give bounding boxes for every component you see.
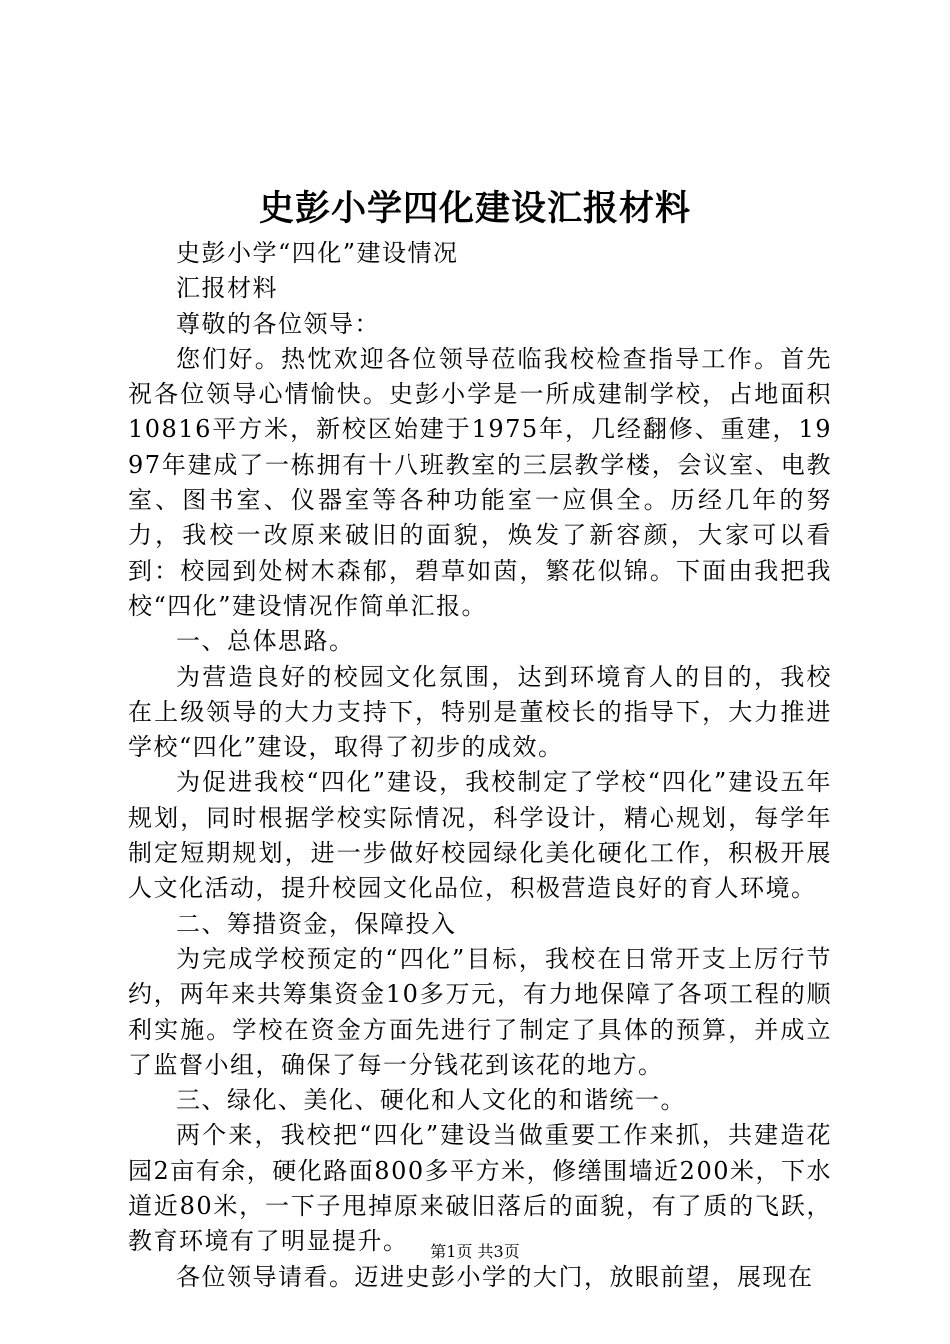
section-heading-3: 三、绿化、美化、硬化和人文化的和谐统一。 [176, 1086, 686, 1115]
paragraph-intro: 您们好。热忱欢迎各位领导莅临我校检查指导工作。首先祝各位领导心情愉快。史彭小学是一所成建制学校，占地面积10816平方米，新校区始建于1975年，几经翻修、重建，1997年建成了一栋拥有十八班教室的三层教学楼，会议室、电教室、图书室、仪器室等各种功能室一应俱全。历经几年的努力，我校一改原来破旧的面貌，焕发了新容颜，大家可以看到：校园到处树木森郁，碧草如茵，繁花似锦。下面由我把我校“四化”建设情况作简单汇报。 [128, 344, 832, 620]
section-heading-2: 二、筹措资金，保障投入 [176, 909, 457, 938]
page-footer: 第1页 共3页 [430, 1242, 520, 1261]
paragraph-salutation: 尊敬的各位领导： [176, 309, 380, 338]
paragraph-heading-line2: 汇报材料 [176, 274, 278, 303]
document-title: 史彭小学四化建设汇报材料 [258, 188, 691, 229]
paragraph-section2: 为完成学校预定的“四化”目标，我校在日常开支上厉行节约，两年来共筹集资金10多万元，有力地保障了各项工程的顺利实施。学校在资金方面先进行了制定了具体的预算，并成立了监督小组，确保了每一分钱花到该花的地方。 [128, 944, 832, 1079]
paragraph-section3-a: 两个来，我校把“四化”建设当做重要工作来抓，共建造花园2亩有余，硬化路面800多平方米，修缮围墙近200米，下水道近80米，一下子甩掉原来破旧落后的面貌，有了质的飞跃，教育环境有了明显提升。 [128, 1121, 832, 1256]
paragraph-heading-line1: 史彭小学“四化”建设情况 [176, 239, 459, 267]
paragraph-section1-a: 为营造良好的校园文化氛围，达到环境育人的目的，我校在上级领导的大力支持下，特别是董校长的指导下，大力推进学校“四化”建设，取得了初步的成效。 [128, 662, 832, 762]
document-body [128, 236, 832, 1295]
paragraph-section3-b: 各位领导请看。迈进史彭小学的大门，放眼前望，展现在 [176, 1262, 814, 1291]
paragraph-section1-b: 为促进我校“四化”建设，我校制定了学校“四化”建设五年规划，同时根据学校实际情况，科学设计，精心规划，每学年制定短期规划，进一步做好校园绿化美化硬化工作，积极开展人文化活动，提升校园文化品位，积极营造良好的育人环境。 [128, 768, 832, 903]
section-heading-1: 一、总体思路。 [176, 627, 355, 656]
